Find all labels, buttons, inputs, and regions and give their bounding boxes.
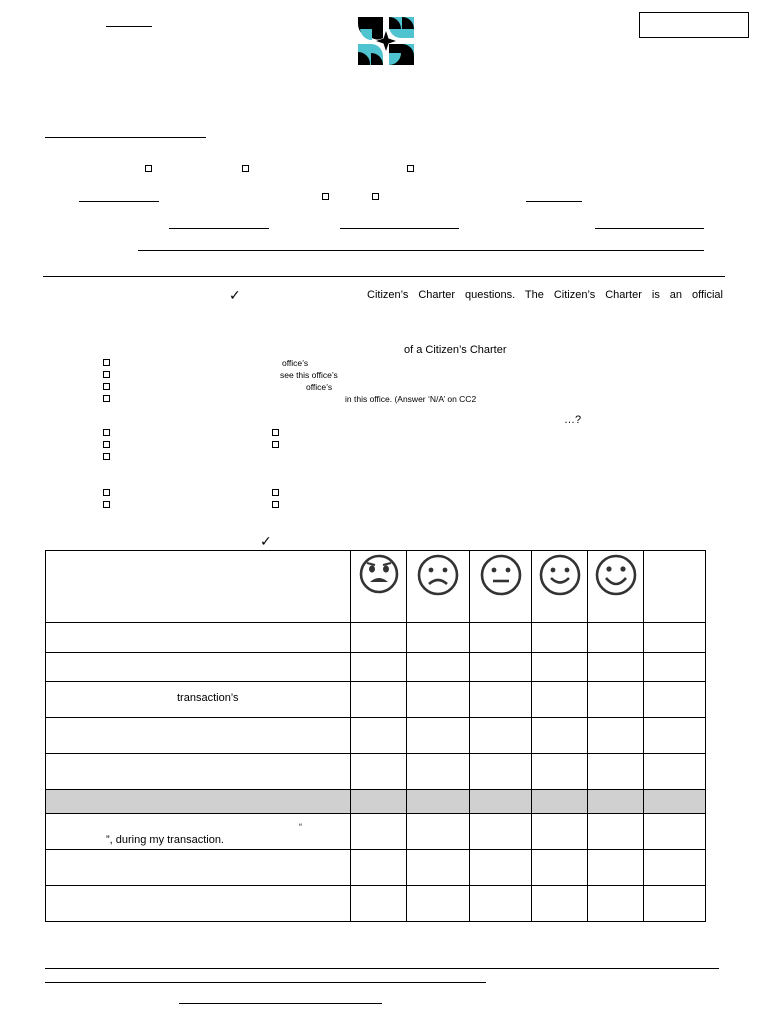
cc1-option-2-checkbox[interactable] — [103, 371, 110, 378]
cc-intro-text: Citizen’s Charter questions. The Citizen’s Charter is an official — [367, 289, 723, 301]
rating-cell[interactable] — [644, 623, 706, 653]
cc2-option-3-checkbox[interactable] — [103, 441, 110, 448]
table-row — [46, 850, 706, 886]
rating-cell[interactable] — [588, 623, 644, 653]
rating-cell[interactable] — [532, 886, 588, 922]
sqd-check-mark-icon: ✓ — [260, 533, 272, 549]
rating-header-neutral — [470, 551, 532, 623]
rating-cell[interactable] — [588, 814, 644, 850]
age-field-line[interactable] — [526, 201, 582, 202]
section-title-underline — [45, 137, 206, 138]
rating-cell — [470, 790, 532, 814]
rating-cell[interactable] — [532, 850, 588, 886]
rating-cell[interactable] — [470, 754, 532, 790]
rating-cell[interactable] — [532, 718, 588, 754]
rating-header-happy — [532, 551, 588, 623]
email-field-line[interactable] — [179, 1003, 382, 1004]
cc2-question-text: …? — [564, 414, 582, 426]
client-type-checkbox-2[interactable] — [242, 165, 249, 172]
suggestions-line-1[interactable] — [45, 968, 719, 969]
rating-header-very-sad — [351, 551, 407, 623]
rating-cell[interactable] — [644, 653, 706, 682]
section-divider — [43, 276, 725, 277]
statement-cell — [46, 718, 351, 754]
rating-cell — [532, 790, 588, 814]
rating-cell[interactable] — [644, 754, 706, 790]
rating-cell[interactable] — [588, 718, 644, 754]
rating-cell[interactable] — [644, 682, 706, 718]
very-happy-face-icon — [594, 553, 638, 597]
table-header-row — [46, 551, 706, 623]
rating-cell[interactable] — [407, 754, 470, 790]
sad-face-icon — [416, 553, 460, 597]
rating-cell — [351, 790, 407, 814]
rating-cell[interactable] — [588, 850, 644, 886]
region-field-line[interactable] — [169, 228, 269, 229]
very-sad-face-icon — [358, 553, 400, 595]
rating-cell[interactable] — [470, 718, 532, 754]
cc1-question-text: of a Citizen’s Charter — [404, 344, 507, 356]
sex-checkbox-2[interactable] — [372, 193, 379, 200]
service-availed-field-line[interactable] — [138, 250, 704, 251]
client-type-checkbox-3[interactable] — [407, 165, 414, 172]
rating-cell[interactable] — [351, 623, 407, 653]
table-row — [46, 754, 706, 790]
control-number-box[interactable] — [639, 12, 749, 38]
statement-cell — [46, 653, 351, 682]
rating-header-very-happy — [588, 551, 644, 623]
office-field-line[interactable] — [595, 228, 704, 229]
cc2-option-2-checkbox[interactable] — [272, 429, 279, 436]
statement-cell — [46, 814, 351, 850]
rating-cell[interactable] — [532, 682, 588, 718]
rating-cell — [588, 790, 644, 814]
statement-cell — [46, 850, 351, 886]
cc1-option-3-checkbox[interactable] — [103, 383, 110, 390]
header-left-underline — [106, 26, 152, 27]
rating-cell[interactable] — [351, 814, 407, 850]
rating-cell[interactable] — [407, 850, 470, 886]
rating-cell[interactable] — [407, 718, 470, 754]
rating-cell[interactable] — [644, 850, 706, 886]
statement-cell — [46, 886, 351, 922]
rating-cell[interactable] — [644, 886, 706, 922]
statement-text: “ — [299, 822, 302, 832]
rating-cell[interactable] — [351, 718, 407, 754]
table-row — [46, 886, 706, 922]
rating-cell[interactable] — [407, 886, 470, 922]
rating-cell[interactable] — [407, 623, 470, 653]
date-field-line[interactable] — [79, 201, 159, 202]
service-quality-table — [45, 550, 706, 922]
statement-text: transaction’s — [177, 692, 239, 704]
rating-cell[interactable] — [470, 850, 532, 886]
agency-logo-icon — [357, 16, 415, 66]
rating-header-na — [644, 551, 706, 623]
sex-checkbox-1[interactable] — [322, 193, 329, 200]
cc1-option-3-text: office’s — [306, 382, 333, 392]
statement-cell — [46, 682, 351, 718]
rating-header-sad — [407, 551, 470, 623]
rating-cell[interactable] — [588, 682, 644, 718]
cc3-option-4-checkbox[interactable] — [272, 501, 279, 508]
rating-cell[interactable] — [532, 814, 588, 850]
cc1-option-2-text: see this office’s — [280, 370, 338, 380]
rating-cell[interactable] — [351, 682, 407, 718]
client-type-checkbox-1[interactable] — [145, 165, 152, 172]
table-row — [46, 682, 706, 718]
rating-cell[interactable] — [588, 886, 644, 922]
statement-cell — [46, 754, 351, 790]
rating-cell[interactable] — [470, 682, 532, 718]
rating-cell[interactable] — [351, 653, 407, 682]
rating-cell — [644, 790, 706, 814]
table-row — [46, 814, 706, 850]
rating-cell[interactable] — [588, 653, 644, 682]
rating-cell[interactable] — [532, 623, 588, 653]
service-field-line[interactable] — [340, 228, 459, 229]
statement-header-cell — [46, 551, 351, 623]
statement-cell — [46, 790, 351, 814]
rating-cell[interactable] — [351, 754, 407, 790]
rating-cell[interactable] — [588, 754, 644, 790]
cc3-option-1-checkbox[interactable] — [103, 489, 110, 496]
rating-cell[interactable] — [407, 682, 470, 718]
rating-cell[interactable] — [407, 653, 470, 682]
rating-cell[interactable] — [532, 754, 588, 790]
suggestions-line-2[interactable] — [45, 982, 486, 983]
cc3-option-3-checkbox[interactable] — [103, 501, 110, 508]
rating-cell[interactable] — [644, 718, 706, 754]
cc2-option-5-checkbox[interactable] — [103, 453, 110, 460]
cc1-option-1-text: office’s — [282, 358, 309, 368]
neutral-face-icon — [479, 553, 523, 597]
cc2-option-1-checkbox[interactable] — [103, 429, 110, 436]
cc2-option-4-checkbox[interactable] — [272, 441, 279, 448]
statement-cell — [46, 623, 351, 653]
rating-cell[interactable] — [532, 653, 588, 682]
cc1-option-1-checkbox[interactable] — [103, 359, 110, 366]
rating-cell[interactable] — [351, 850, 407, 886]
cc1-option-4-text: in this office. (Answer ‘N/A’ on CC2 — [345, 394, 477, 404]
cc3-option-2-checkbox[interactable] — [272, 489, 279, 496]
table-row — [46, 653, 706, 682]
rating-cell[interactable] — [470, 814, 532, 850]
check-mark-icon: ✓ — [229, 287, 241, 303]
rating-cell[interactable] — [407, 814, 470, 850]
happy-face-icon — [538, 553, 582, 597]
table-row — [46, 623, 706, 653]
table-row — [46, 718, 706, 754]
table-row-shaded — [46, 790, 706, 814]
rating-cell[interactable] — [470, 886, 532, 922]
cc1-option-4-checkbox[interactable] — [103, 395, 110, 402]
rating-cell[interactable] — [351, 886, 407, 922]
rating-cell[interactable] — [644, 814, 706, 850]
rating-cell[interactable] — [470, 653, 532, 682]
rating-cell[interactable] — [470, 623, 532, 653]
statement-text-line-2: ”, during my transaction. — [106, 834, 224, 846]
rating-cell — [407, 790, 470, 814]
